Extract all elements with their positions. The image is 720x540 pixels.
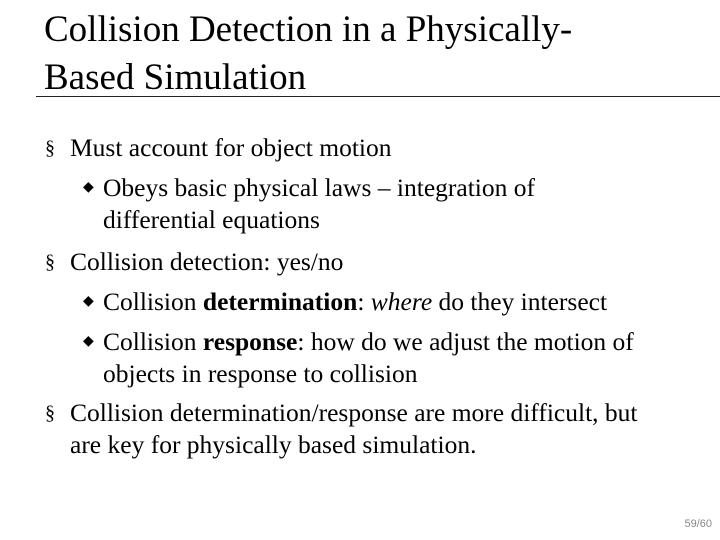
bullet-text: : how do we adjust the motion of objects in response to collision	[103, 327, 634, 388]
diamond-bullet-icon: ◆	[83, 334, 94, 349]
slide-title-line-2: Based Simulation	[44, 57, 307, 98]
diamond-bullet-icon: ◆	[83, 294, 94, 309]
title-divider	[36, 96, 720, 97]
page-number: 59/60	[684, 518, 712, 530]
bullet-text: :	[357, 287, 371, 316]
bullet-text: Collision	[103, 327, 203, 356]
bullet-item: Obeys basic physical laws – integration of differential equations	[103, 173, 535, 234]
slide-title-line-1: Collision Detection in a Physically-	[44, 9, 573, 50]
bullet-item: Collision detection: yes/no	[70, 247, 344, 276]
bullet-bold-text: response	[202, 327, 298, 356]
diamond-bullet-icon: ◆	[83, 180, 94, 195]
bullet-italic-text: where	[370, 287, 433, 316]
bullet-item	[103, 326, 663, 390]
bullet-item: Must account for object motion	[70, 133, 392, 162]
bullet-item: Collision determination/response are more difficult, but are key for physically based simulation.	[70, 398, 638, 459]
bullet-text: Collision	[103, 287, 203, 316]
bullet-text: do they intersect	[432, 287, 608, 316]
section-bullet-icon: §	[45, 137, 55, 159]
section-bullet-icon: §	[45, 251, 55, 273]
bullet-item	[103, 286, 703, 318]
section-bullet-icon: §	[45, 402, 55, 424]
bullet-bold-text: determination	[202, 287, 358, 316]
slide-title	[44, 6, 704, 102]
